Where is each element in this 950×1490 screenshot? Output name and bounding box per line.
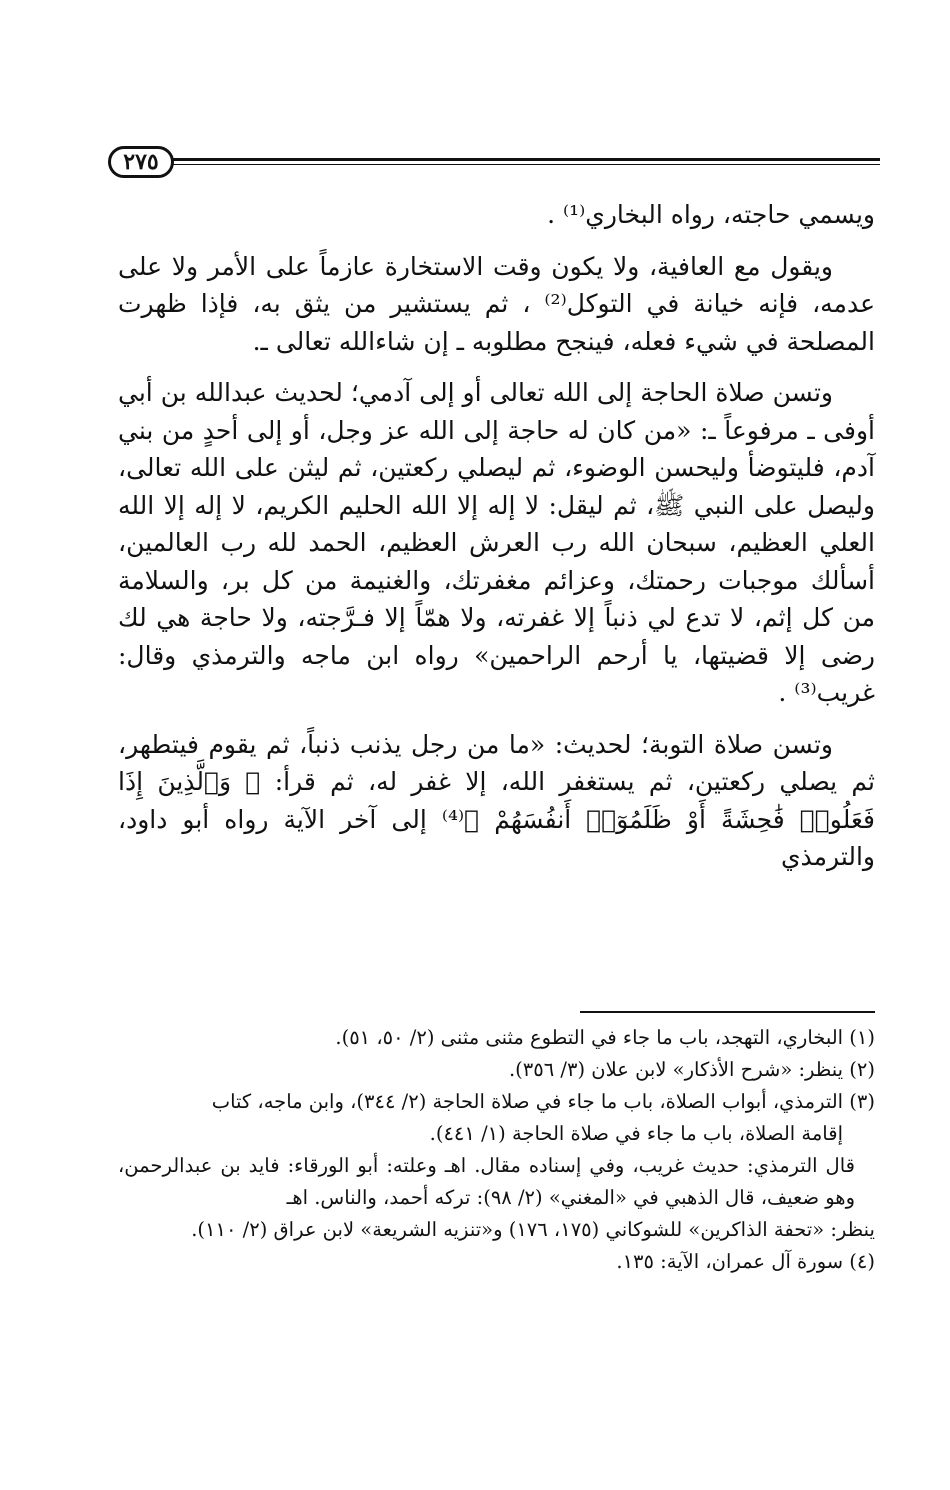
paragraph-4: وتسن صلاة التوبة؛ لحديث: «ما من رجل يذنب ذنباً، ثم يقوم فيتطهر، ثم يصلي ركعتين، ثم يستغفر الله، إلا غفر له، ثم قرأ: ﴿ وَٱلَّذِينَ إِذَا فَعَلُوا۟ فَٰحِشَةً أَوْ ظَلَمُوٓا۟ أَنفُسَهُمْ ﴾⁽⁴⁾ إلى آخر الآية رواه أبو داود، والترمذي	[118, 729, 875, 871]
page-number: ٢٧٥	[108, 146, 174, 178]
main-text	[118, 196, 875, 876]
page-header	[108, 146, 880, 180]
footnote-3: (٣) الترمذي، أبواب الصلاة، باب ما جاء في صلاة الحاجة (٢/ ٣٤٤)، وابن ماجه، كتاب	[211, 1090, 875, 1113]
footnote-3-reference: ينظر: «تحفة الذاكرين» للشوكاني (١٧٥، ١٧٦) و«تنزيه الشريعة» لابن عراق (٢/ ١١٠).	[191, 1218, 875, 1241]
paragraph-3: وتسن صلاة الحاجة إلى الله تعالى أو إلى آدمي؛ لحديث عبدالله بن أبي أوفى ـ مرفوعاً ـ: «من كان له حاجة إلى الله عز وجل، أو إلى أحدٍ من بني آدم، فليتوضأ وليحسن الوضوء، ثم ليصلي ركعتين، ثم ليثن على الله تعالى، وليصل على النبي ﷺ، ثم ليقل: لا إله إلا الله الحليم الكريم، لا إله إلا الله العلي العظيم، سبحان الله رب العرش العظيم، الحمد لله رب العالمين، أسألك موجبات رحمتك، وعزائم مغفرتك، والغنيمة من كل بر، والسلامة من كل إثم، لا تدع لي ذنباً إلا غفرته، ولا همّاً إلا فـرَّجته، ولا حاجة هي لك رضى إلا قضيتها، يا أرحم الراحمين» رواه ابن ماجه والترمذي وقال: غريب⁽³⁾ .	[118, 378, 875, 707]
footnotes	[118, 1022, 875, 1278]
footnote-3-comment: قال الترمذي: حديث غريب، وفي إسناده مقال. اهـ وعلته: أبو الورقاء: فايد بن عبدالرحمن، وهو ضعيف، قال الذهبي في «المغني» (٢/ ٩٨): تركه أحمد، والناس. اهـ	[118, 1154, 855, 1209]
footnote-3-continued: إقامة الصلاة، باب ما جاء في صلاة الحاجة (١/ ٤٤١).	[429, 1122, 843, 1145]
footnote-1: (١) البخاري، التهجد، باب ما جاء في التطوع مثنى مثنى (٢/ ٥٠، ٥١).	[335, 1026, 875, 1049]
header-rule-thin	[168, 164, 880, 165]
paragraph-2: ويقول مع العافية، ولا يكون وقت الاستخارة عازماً على الأمر ولا على عدمه، فإنه خيانة في التوكل⁽²⁾ ، ثم يستشير من يثق به، فإذا ظهرت المصلحة في شيء فعله، فينجح مطلوبه ـ إن شاءالله تعالى ـ.	[118, 251, 875, 356]
footnote-separator	[580, 1011, 875, 1013]
paragraph-1: ويسمي حاجته، رواه البخاري⁽¹⁾ .	[547, 200, 875, 229]
header-rule	[168, 158, 880, 161]
footnote-2: (٢) ينظر: «شرح الأذكار» لابن علان (٣/ ٣٥٦).	[508, 1058, 875, 1081]
footnote-4: (٤) سورة آل عمران، الآية: ١٣٥.	[616, 1250, 875, 1273]
